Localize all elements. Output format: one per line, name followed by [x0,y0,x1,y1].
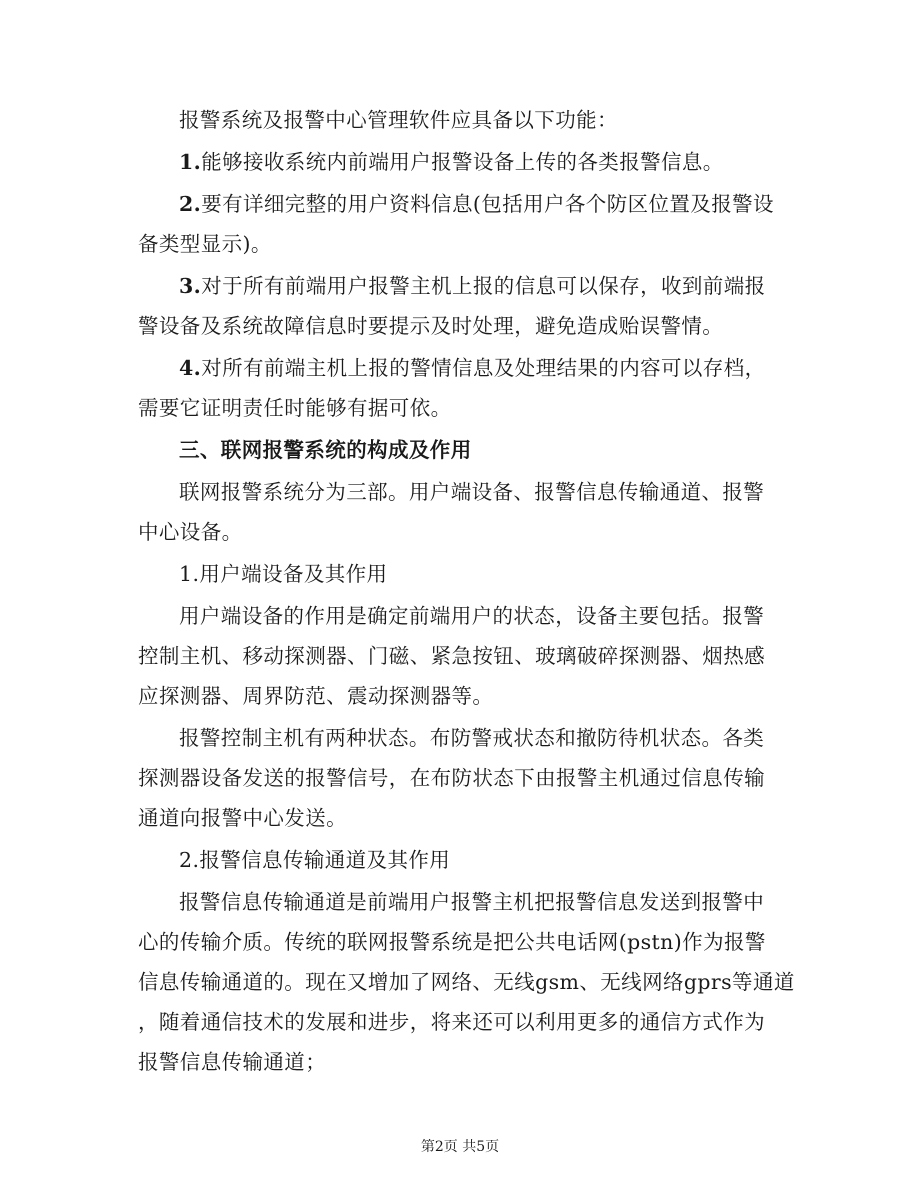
paragraph-line [179,602,764,630]
paragraph-line [179,478,764,506]
item-text: 对所有前端主机上报的警情信息及处理结果的内容可以存档， [201,356,766,380]
paragraph-text: 报警信息传输通道； [138,1050,327,1074]
paragraph-text: 探测器设备发送的报警信号，在布防状态下由报警主机通过信息传输 [138,766,765,790]
item-3-continuation [138,312,723,340]
item-text: 能够接收系统内前端用户报警设备上传的各类报警信息。 [201,150,724,174]
paragraph-line [138,1048,326,1076]
page-footer: 第2页 共5页 [420,1139,500,1155]
item-1-line [179,148,724,176]
paragraph-text: 通道向报警中心发送。 [138,806,347,830]
item-text: 备类型显示)。 [138,232,272,256]
section-heading [179,436,472,464]
paragraph-text: 用户端设备的作用是确定前端用户的状态，设备主要包括。报警 [179,604,765,628]
subsection-heading [179,846,450,874]
paragraph-line [138,642,765,670]
item-3-line [179,272,766,300]
paragraph-text: 中心设备。 [138,520,243,544]
subsection-heading [179,560,387,588]
item-2-continuation [138,230,272,258]
item-number: 4. [179,356,202,380]
subheading-text: 2.报警信息传输通道及其作用 [179,848,451,872]
item-2-line [179,190,774,218]
paragraph-line [179,724,764,752]
paragraph-line [138,968,795,996]
heading-text: 三、联网报警系统的构成及作用 [179,438,472,462]
paragraph-text: 信息传输通道的。现在又增加了网络、无线gsm、无线网络gprs等通道 [138,970,795,994]
paragraph-text: 报警信息传输通道是前端用户报警主机把报警信息发送到报警中 [179,890,765,914]
paragraph-line [138,1008,765,1036]
paragraph-text: 应探测器、周界防范、震动探测器等。 [138,684,494,708]
item-4-line [179,354,766,382]
paragraph-line [138,518,243,546]
subheading-text: 1.用户端设备及其作用 [179,562,388,586]
paragraph-line [138,804,347,832]
paragraph-text: 报警系统及报警中心管理软件应具备以下功能： [179,108,618,132]
intro-paragraph [179,106,618,134]
item-text: 要有详细完整的用户资料信息(包括用户各个防区位置及报警设 [201,192,774,216]
paragraph-text: 心的传输介质。传统的联网报警系统是把公共电话网(pstn)作为报警 [138,930,766,954]
item-number: 3. [179,274,202,298]
item-text: 需要它证明责任时能够有据可依。 [138,396,452,420]
item-number: 1. [179,150,202,174]
paragraph-text: ，随着通信技术的发展和进步，将来还可以利用更多的通信方式作为 [138,1010,765,1034]
item-text: 警设备及系统故障信息时要提示及时处理，避免造成贻误警情。 [138,314,724,338]
item-number: 2. [179,192,202,216]
paragraph-line [138,764,765,792]
paragraph-text: 控制主机、移动探测器、门磁、紧急按钮、玻璃破碎探测器、烟热感 [138,644,765,668]
paragraph-line [138,682,493,710]
item-4-continuation [138,394,452,422]
paragraph-text: 报警控制主机有两种状态。布防警戒状态和撤防待机状态。各类 [179,726,765,750]
paragraph-line [138,928,766,956]
paragraph-line [179,888,764,916]
item-text: 对于所有前端用户报警主机上报的信息可以保存，收到前端报 [201,274,766,298]
paragraph-text: 联网报警系统分为三部。用户端设备、报警信息传输通道、报警 [179,480,765,504]
